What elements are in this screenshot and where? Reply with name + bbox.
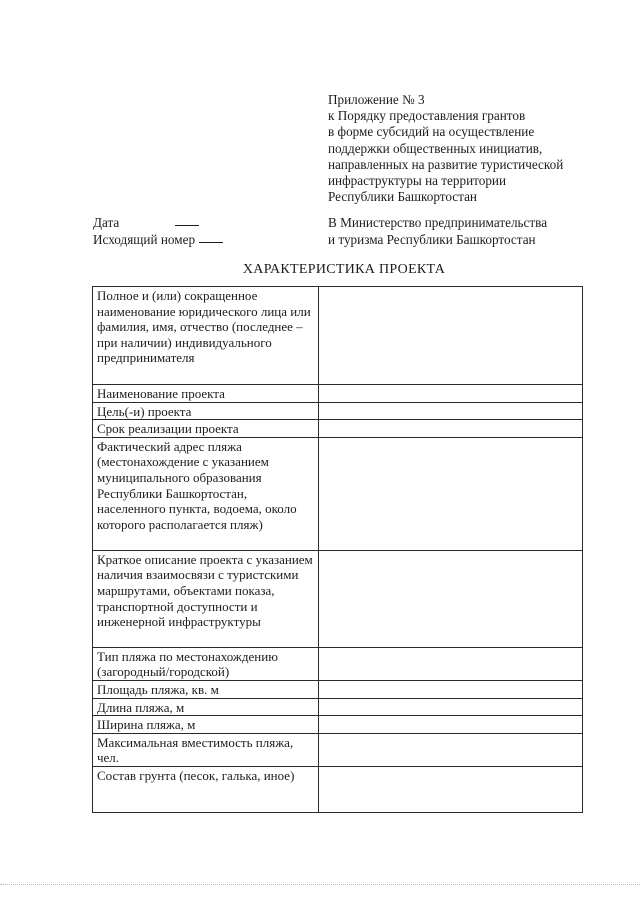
date-blank[interactable] (175, 225, 199, 226)
row-label-project-description: Краткое описание проекта с указанием наличия взаимосвязи с туристскими маршрутами, объектами показа, транспортной доступности и инженерной инфраструктуры (93, 550, 319, 647)
row-label-applicant-name: Полное и (или) сокращенное наименование юридического лица или фамилия, имя, отчество (последнее – при наличии) индивидуального предпринимателя (93, 287, 319, 385)
outgoing-number-row (93, 232, 223, 249)
document-title-text: ХАРАКТЕРИСТИКА ПРОЕКТА (242, 262, 446, 277)
appendix-line: поддержки общественных инициатив, (328, 140, 543, 156)
table-row (93, 287, 583, 385)
row-value-project-goals[interactable] (319, 402, 583, 420)
appendix-line: Республики Башкортостан (328, 189, 477, 205)
row-label-project-term: Срок реализации проекта (93, 420, 319, 438)
table-row (93, 402, 583, 420)
row-label-beach-length: Длина пляжа, м (93, 698, 319, 716)
row-value-beach-area[interactable] (319, 680, 583, 698)
outgoing-number-label: Исходящий номер (93, 231, 196, 247)
table-row (93, 698, 583, 716)
row-label-beach-type: Тип пляжа по местонахождению (загородный/городской) (93, 647, 319, 680)
row-value-soil-composition[interactable] (319, 766, 583, 812)
table-row (93, 437, 583, 550)
table-row (93, 680, 583, 698)
addressee-block (328, 215, 547, 248)
row-value-beach-type[interactable] (319, 647, 583, 680)
appendix-line: к Порядку предоставления грантов (328, 108, 526, 124)
scan-edge-line (0, 884, 640, 885)
row-value-applicant-name[interactable] (319, 287, 583, 385)
appendix-line: инфраструктуры на территории (328, 173, 507, 189)
addressee-line: и туризма Республики Башкортостан (328, 231, 536, 247)
appendix-line: направленных на развитие туристической (328, 156, 564, 172)
table-row (93, 733, 583, 766)
row-label-beach-address: Фактический адрес пляжа (местонахождение с указанием муниципального образования Республики Башкортостан, населенного пункта, водоема, около которого располагается пляж) (93, 437, 319, 550)
row-label-beach-capacity: Максимальная вместимость пляжа, чел. (93, 733, 319, 766)
date-row (93, 215, 223, 232)
row-value-beach-capacity[interactable] (319, 733, 583, 766)
appendix-line: Приложение № 3 (328, 92, 425, 107)
outgoing-number-blank[interactable] (199, 242, 223, 243)
row-label-beach-area: Площадь пляжа, кв. м (93, 680, 319, 698)
row-value-beach-width[interactable] (319, 716, 583, 734)
appendix-line: в форме субсидий на осуществление (328, 124, 535, 140)
table-row (93, 385, 583, 403)
row-value-beach-address[interactable] (319, 437, 583, 550)
table-row (93, 550, 583, 647)
row-value-project-description[interactable] (319, 550, 583, 647)
document-title (0, 262, 640, 278)
row-label-project-goals: Цель(-и) проекта (93, 402, 319, 420)
table-row (93, 716, 583, 734)
appendix-header (328, 92, 628, 205)
row-value-project-name[interactable] (319, 385, 583, 403)
document-meta (93, 215, 223, 248)
row-value-project-term[interactable] (319, 420, 583, 438)
addressee-line: В Министерство предпринимательства (328, 215, 548, 230)
table-row (93, 766, 583, 812)
table-row (93, 420, 583, 438)
project-characteristics-table (92, 286, 583, 813)
row-label-soil-composition: Состав грунта (песок, галька, иное) (93, 766, 319, 812)
table-row (93, 647, 583, 680)
row-label-beach-width: Ширина пляжа, м (93, 716, 319, 734)
date-label: Дата (93, 215, 120, 230)
row-value-beach-length[interactable] (319, 698, 583, 716)
row-label-project-name: Наименование проекта (93, 385, 319, 403)
